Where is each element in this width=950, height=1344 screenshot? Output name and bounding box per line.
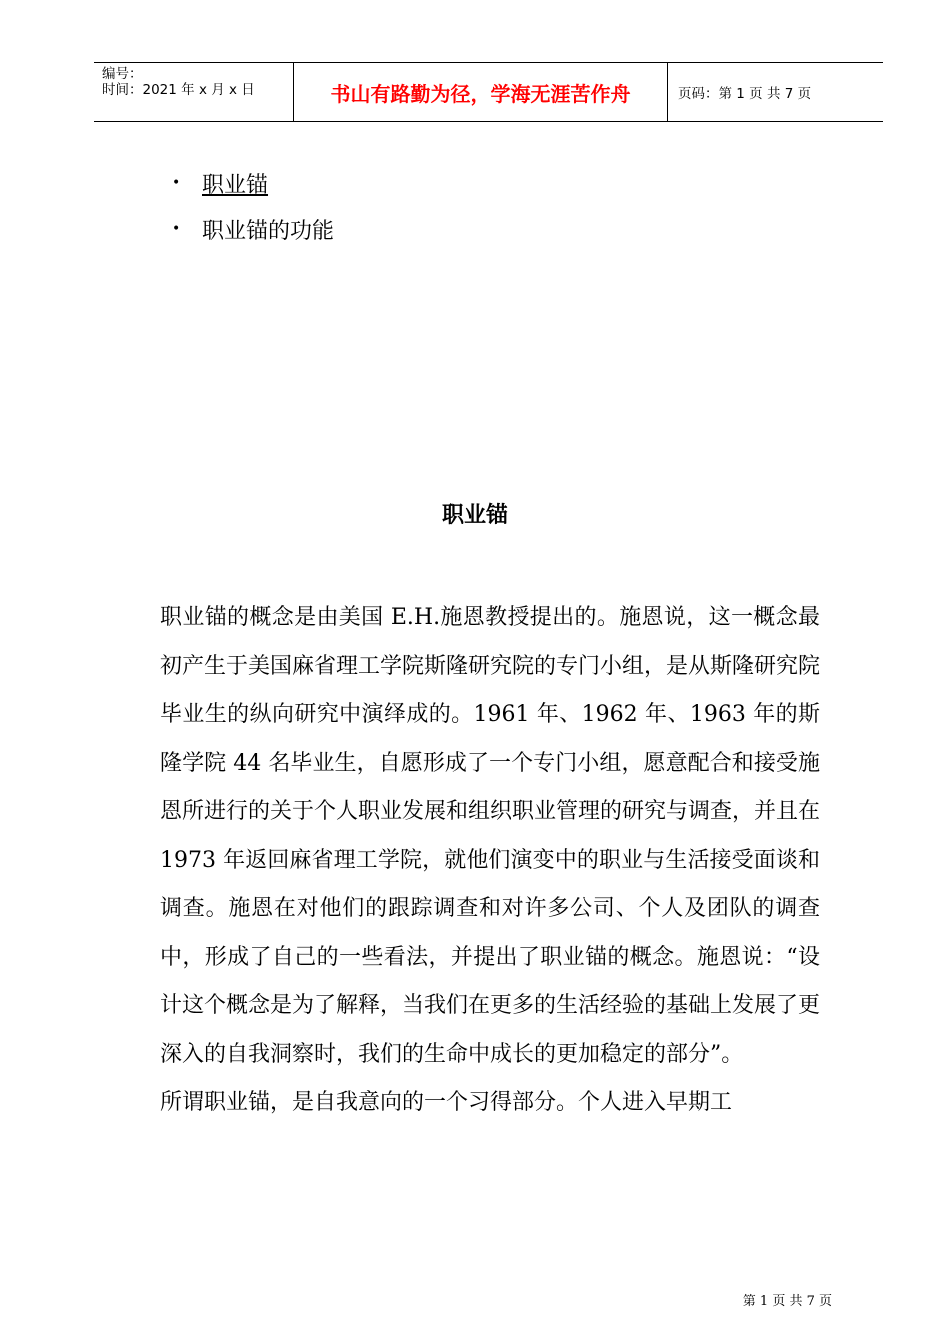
bullet-icon: •: [172, 175, 181, 191]
bullet-icon: •: [172, 221, 181, 237]
time-label: 时间：2021 年 x 月 x 日: [102, 82, 255, 98]
header-motto: 书山有路勤为径，学海无涯苦作舟: [294, 63, 668, 121]
toc-item[interactable]: [160, 160, 334, 206]
page-footer: 第 1 页 共 7 页: [742, 1294, 832, 1309]
header-meta: [94, 63, 294, 121]
toc-item: [160, 206, 334, 252]
toc-link[interactable]: 职业锚: [202, 172, 269, 198]
document-body: [160, 594, 820, 1128]
paragraph: 职业锚的概念是由美国 E.H.施恩教授提出的。施恩说，这一概念最初产生于美国麻省理工学院斯隆研究院的专门小组，是从斯隆研究院毕业生的纵向研究中演绎成的。1961 年、1962 年、1963 年的斯隆学院 44 名毕业生，自愿形成了一个专门小组，愿意配合和接受施恩所进行的关于个人职业发展和组织职业管理的研究与调查，并且在 1973 年返回麻省理工学院，就他们演变中的职业与生活接受面谈和调查。施恩在对他们的跟踪调查和对许多公司、个人及团队的调查中，形成了自己的一些看法，并提出了职业锚的概念。施恩说：“设计这个概念是为了解释，当我们在更多的生活经验的基础上发展了更深入的自我洞察时，我们的生命中成长的更加稳定的部分”。: [160, 605, 821, 1067]
toc-label: 职业锚的功能: [202, 218, 335, 244]
paragraph: 所谓职业锚，是自我意向的一个习得部分。个人进入早期工: [160, 1090, 733, 1115]
page-header: [94, 62, 883, 122]
table-of-contents: [160, 160, 334, 252]
section-title: 职业锚: [441, 503, 508, 528]
number-label: 编号：: [102, 66, 143, 82]
header-page-number: 页码：第 1 页 共 7 页: [678, 86, 812, 102]
